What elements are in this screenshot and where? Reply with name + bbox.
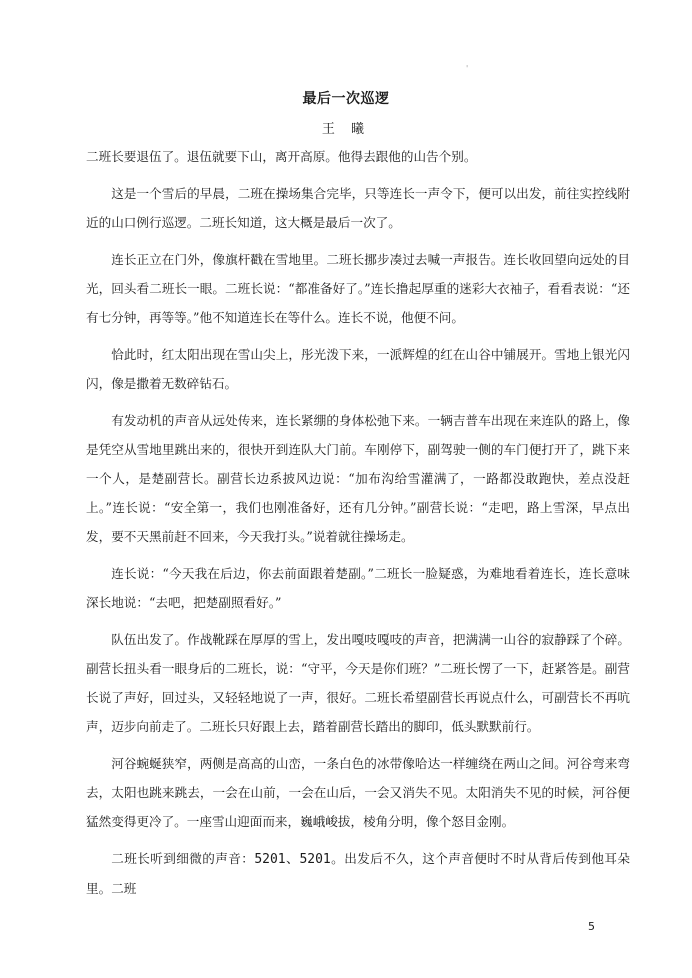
paragraph-text: 。出发后不久，这个声音便时不时从背后传到他耳朵里。二班	[86, 851, 631, 896]
article-author: 王 曦	[321, 122, 371, 137]
page-number: 5	[588, 920, 595, 933]
signal-code: 5201、5201	[254, 852, 331, 867]
paragraph: 队伍出发了。作战靴踩在厚厚的雪上，发出嘎吱嘎吱的声音，把满满一山谷的寂静踩了个碎。副营长扭头看一眼身后的二班长，说：“守平，今天是你们班？”二班长愣了一下，赶紧答是。副营长说了声好，回过头，又轻轻地说了一声，很好。二班长希望副营长再说点什么，可副营长不再吭声，迈步向前走了。二班长只好跟上去，踏着副营长踏出的脚印，低头默默前行。	[86, 632, 630, 734]
article-title: 最后一次巡逻	[302, 91, 390, 107]
paragraph: 这是一个雪后的早晨，二班在操场集合完毕，只等连长一声令下，便可以出发，前往实控线附近的山口例行巡逻。二班长知道，这大概是最后一次了。	[86, 186, 630, 230]
paragraph-text: 二班长听到细微的声音：	[111, 851, 255, 866]
paragraph: 连长说：“今天我在后边，你去前面跟着楚副。”二班长一脸疑惑，为难地看着连长，连长意味深长地说：“去吧，把楚副照看好。”	[86, 566, 630, 610]
top-mark: '	[466, 64, 469, 73]
paragraph: 二班长要退伍了。退伍就要下山，离开高原。他得去跟他的山告个别。	[86, 149, 477, 164]
paragraph-last	[86, 844, 630, 903]
paragraph: 有发动机的声音从远处传来，连长紧绷的身体松弛下来。一辆吉普车出现在来连队的路上，像是凭空从雪地里跳出来的，很快开到连队大门前。车刚停下，副驾驶一侧的车门便打开了，跳下来一个人，是楚副营长。副营长边系披风边说：“加布沟给雪灌满了，一路都没敢跑快，差点没赶上。”连长说：“安全第一，我们也刚准备好，还有几分钟。”副营长说：“走吧，路上雪深，早点出发，要不天黑前赶不回来，今天我打头。”说着就往操场走。	[86, 413, 630, 544]
article-body	[86, 142, 630, 903]
paragraph: 河谷蜿蜒狭窄，两侧是高高的山峦，一条白色的冰带像哈达一样缠绕在两山之间。河谷弯来弯去，太阳也跳来跳去，一会在山前，一会在山后，一会又消失不见。太阳消失不见的时候，河谷便猛然变得更冷了。一座雪山迎面而来，巍峨峻拔，棱角分明，像个怒目金刚。	[86, 756, 630, 829]
paragraph: 恰此时，红太阳出现在雪山尖上，彤光泼下来，一派辉煌的红在山谷中铺展开。雪地上银光闪闪，像是撒着无数碎钻石。	[86, 347, 630, 391]
paragraph: 连长正立在门外，像旗杆戳在雪地里。二班长挪步凑过去喊一声报告。连长收回望向远处的目光，回头看二班长一眼。二班长说：“都准备好了。”连长撸起厚重的迷彩大衣袖子，看看表说：“还有七分钟，再等等。”他不知道连长在等什么。连长不说，他便不问。	[86, 252, 630, 325]
